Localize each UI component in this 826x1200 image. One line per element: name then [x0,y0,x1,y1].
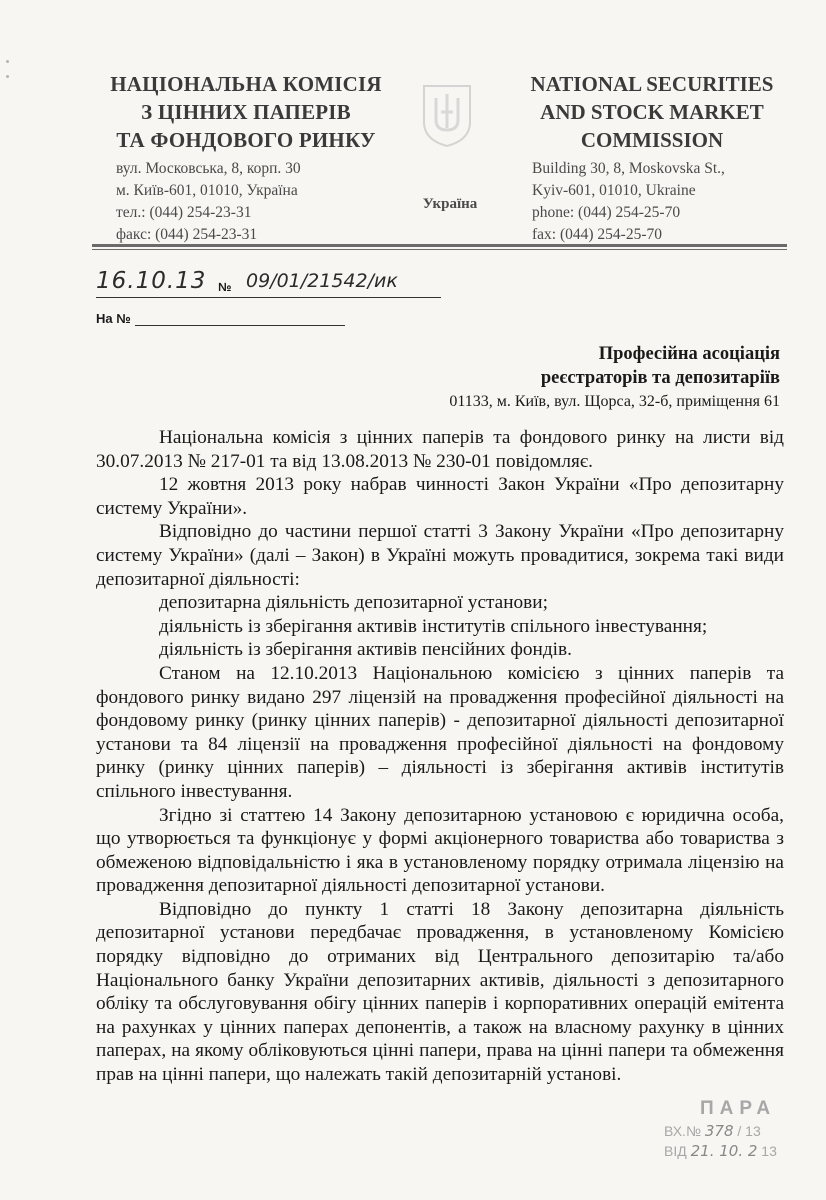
reply-reference [96,310,345,328]
stamp-in-number: 378 [704,1122,734,1140]
phone-line: тел.: (044) 254-23-31 [116,204,252,221]
outgoing-date: 16.10.13 [96,268,207,294]
org-name-ua-line: ТА ФОНДОВОГО РИНКУ [116,128,376,152]
org-address-ua [116,158,396,246]
addressee-name-line: Професійна асоціація [598,344,780,364]
outgoing-number-label: № [218,280,232,294]
outgoing-number: 09/01/21542/ик [246,270,398,292]
country-label: Україна [422,196,478,212]
fax-line: fax: (044) 254-25-70 [532,226,662,243]
letterhead-right [512,70,792,246]
body-paragraph: Згідно зі статтею 14 Закону депозитарною установою є юридична особа, що утворюється та функціонує у формі акціонерного товариства або товариства з обмеженою відповідальністю і яка в установленому порядку отримала ліцензію на провадження депозитарної діяльності депозитарної установи. [96,804,784,897]
body-paragraph: Відповідно до частини першої статті 3 Закону України «Про депозитарну систему України» (далі – Закон) в Україні можуть провадитися, зокрема такі види депозитарної діяльності: [96,521,784,590]
stamp-date-value: 21. 10. 2 [690,1142,758,1160]
stamp-title: ПАРА [700,1098,777,1119]
body-paragraph: Національна комісія з цінних паперів та фондового ринку на листи від 30.07.2013 № 217-01 та від 13.08.2013 № 230-01 повідомляє. [96,427,784,472]
phone-line: phone: (044) 254-25-70 [532,204,681,221]
org-name-ua-line: НАЦІОНАЛЬНА КОМІСІЯ [110,72,382,96]
org-name-en-line: AND STOCK MARKET [540,100,764,124]
trident-emblem-icon [418,82,476,148]
org-name-ua [96,70,396,154]
letterhead-left [96,70,396,246]
letterhead-divider [92,244,787,247]
org-name-ua-line: З ЦІННИХ ПАПЕРІВ [141,100,351,124]
stamp-incoming-number [664,1122,761,1140]
body-paragraph: 12 жовтня 2013 року набрав чинності Закон України «Про депозитарну систему України». [96,474,784,519]
reply-reference-blank [135,325,345,326]
body-paragraph: Відповідно до пункту 1 статті 18 Закону депозитарна діяльність депозитарної установи передбачає провадження, в установленому Комісією порядку відповідно до отриманих від Центрального депозитарію та/або Національного банку України депозитарних активів, діяльності з депозитарного обліку та обслуговування обігу цінних паперів і корпоративних операцій емітента на рахунках у цінних паперах депонентів, а також на власному рахунку в цінних паперах, на якому обліковуються цінні папери, права на цінні папери та обмеження прав на цінні папери, що належать такій депозитарній установі. [96,898,784,1086]
fax-line: факс: (044) 254-23-31 [116,226,258,243]
address-line: Kyiv-601, 01010, Ukraine [532,182,696,199]
addressee-name-line: реєстраторів та депозитаріїв [540,368,780,388]
stamp-date-prefix: ВІД [664,1143,687,1159]
org-name-en-line: NATIONAL SECURITIES [530,72,774,96]
stamp-incoming-date [664,1142,777,1160]
addressee-address: 01133, м. Київ, вул. Щорса, 32-б, приміщення 61 [449,393,780,410]
body-paragraph: Станом на 12.10.2013 Національною комісією з цінних паперів та фондового ринку видано 297 ліцензій на провадження професійної діяльності на фондовому ринку (ринку цінних паперів) - депозитарної діяльності депозитарної установи та 84 ліцензії на провадження професійної діяльності на фондовому ринку (ринку цінних паперів) – діяльності із зберігання активів інститутів спільного інвестування. [96,662,784,802]
outgoing-underline [96,297,441,298]
stamp-in-prefix: ВХ.№ [664,1123,701,1139]
letter-body [96,426,784,1087]
org-name-en [512,70,792,154]
incoming-stamp [664,1098,804,1168]
body-list-item: діяльність із зберігання активів інститутів спільного інвестування; [159,615,708,637]
address-line: вул. Московська, 8, корп. 30 [116,160,301,177]
letterhead-divider-thin [92,249,787,250]
body-list-item: депозитарна діяльність депозитарної установи; [159,592,548,614]
stamp-date-suffix: 13 [761,1143,777,1159]
org-address-en [532,158,792,246]
org-name-en-line: COMMISSION [580,128,724,152]
stamp-in-suffix: / 13 [737,1123,761,1139]
margin-dots [6,60,10,90]
addressee-block [449,342,780,414]
body-list-item: діяльність із зберігання активів пенсійних фондів. [159,639,572,661]
address-line: Building 30, 8, Moskovska St., [532,160,725,177]
reply-reference-label: На № [96,311,131,326]
address-line: м. Київ-601, 01010, Україна [116,182,298,199]
